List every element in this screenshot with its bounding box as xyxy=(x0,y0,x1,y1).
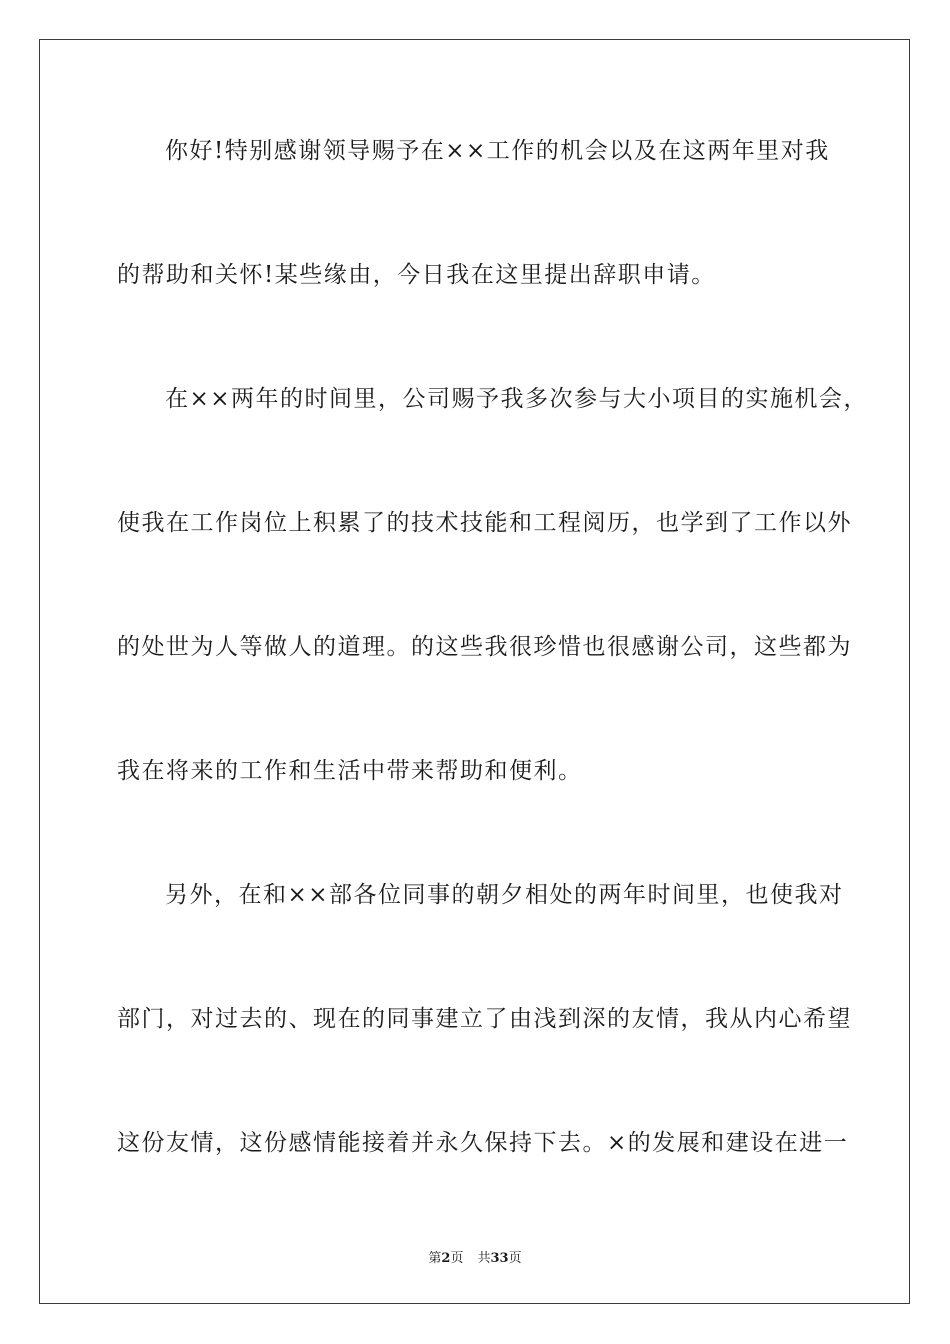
paragraph-3-line-3: 这份友情，这份感情能接着并永久保持下去。×的发展和建设在进一 xyxy=(117,1130,849,1156)
page-footer xyxy=(0,1247,950,1266)
paragraph-1-line-1: 你好!特别感谢领导赐予在××工作的机会以及在这两年里对我 xyxy=(165,138,830,164)
paragraph-2-line-3: 的处世为人等做人的道理。的这些我很珍惜也很感谢公司，这些都为 xyxy=(117,634,852,660)
paragraph-2-line-4: 我在将来的工作和生活中带来帮助和便利。 xyxy=(117,758,583,784)
paragraph-3-line-1: 另外，在和××部各位同事的朝夕相处的两年时间里，也使我对 xyxy=(165,882,844,908)
footer-total-prefix: 共 xyxy=(477,1251,491,1266)
footer-page-suffix: 页 xyxy=(450,1251,464,1266)
footer-total-pages: 33 xyxy=(490,1251,509,1266)
page-border xyxy=(39,39,910,1304)
footer-page-number: 2 xyxy=(441,1251,451,1266)
paragraph-3-line-2: 部门，对过去的、现在的同事建立了由浅到深的友情，我从内心希望 xyxy=(117,1006,852,1032)
footer-total-suffix: 页 xyxy=(508,1251,522,1266)
paragraph-1-line-2: 的帮助和关怀!某些缘由，今日我在这里提出辞职申请。 xyxy=(117,262,716,288)
paragraph-2-line-1: 在××两年的时间里，公司赐予我多次参与大小项目的实施机会， xyxy=(165,386,869,412)
paragraph-2-line-2: 使我在工作岗位上积累了的技术技能和工程阅历，也学到了工作以外 xyxy=(117,510,852,536)
footer-page-prefix: 第 xyxy=(428,1251,442,1266)
